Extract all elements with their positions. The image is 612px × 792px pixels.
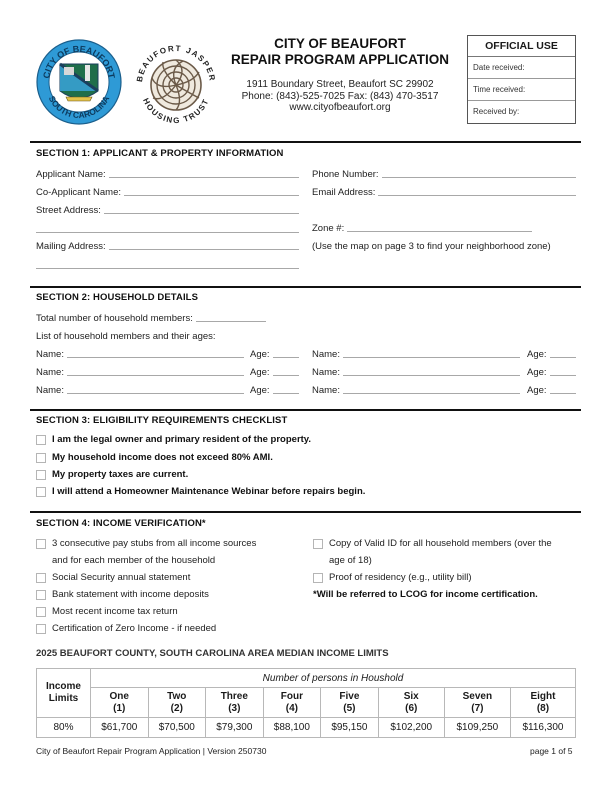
column-header (206, 688, 264, 718)
email-address-label: Email Address: (312, 187, 376, 198)
eligibility-item-label: I will attend a Homeowner Maintenance Webinar before repairs begin. (52, 486, 366, 497)
beaufort-jasper-housing-trust-logo (133, 40, 219, 126)
zone-label: Zone #: (312, 223, 345, 234)
mailing-address-input-line[interactable] (109, 249, 299, 250)
official-use-box (467, 35, 576, 124)
svg-text:HOUSING TRUST: HOUSING TRUST (141, 96, 211, 126)
checkbox[interactable] (36, 573, 46, 583)
table-cell: $95,150 (321, 718, 379, 738)
column-header (444, 688, 510, 718)
eligibility-item-label: I am the legal owner and primary resident of the property. (52, 434, 312, 445)
income-doc-label: Proof of residency (e.g., utility bill) (329, 572, 472, 583)
eligibility-item[interactable] (36, 452, 273, 463)
member-name-field[interactable] (36, 385, 244, 396)
member-name-input-line[interactable] (343, 375, 520, 376)
member-name-label: Name: (312, 367, 340, 378)
member-age-input-line[interactable] (550, 357, 576, 358)
email-address-input-line[interactable] (378, 195, 576, 196)
members-list-label: List of household members and their ages: (36, 331, 216, 342)
member-age-input-line[interactable] (550, 375, 576, 376)
eligibility-item[interactable] (36, 434, 311, 445)
section-divider (30, 511, 581, 513)
table-cell: $116,300 (510, 718, 575, 738)
column-num: (1) (113, 702, 126, 714)
column-num: (6) (405, 702, 418, 714)
column-header (510, 688, 575, 718)
section-divider (30, 141, 581, 143)
income-doc-label: Most recent income tax return (52, 606, 178, 617)
column-word: Eight (530, 690, 556, 702)
income-doc-item[interactable] (36, 589, 209, 600)
street-address-text: 1911 Boundary Street, Beaufort SC 29902 (246, 79, 434, 90)
column-num: (3) (228, 702, 241, 714)
member-name-field[interactable] (312, 349, 520, 360)
official-use-title: OFFICIAL USE (468, 36, 575, 57)
checkbox[interactable] (36, 590, 46, 600)
member-name-input-line[interactable] (343, 393, 520, 394)
checkbox[interactable] (36, 539, 46, 549)
phone-number-label: Phone Number: (312, 169, 379, 180)
section-divider (30, 286, 581, 288)
member-age-label: Age: (250, 367, 270, 378)
received-by-field[interactable]: Received by: (473, 107, 520, 116)
income-doc-item[interactable] (36, 538, 256, 549)
eligibility-item-label: My property taxes are current. (52, 469, 189, 480)
member-age-label: Age: (250, 349, 270, 360)
checkbox[interactable] (313, 573, 323, 583)
member-name-field[interactable] (312, 385, 520, 396)
member-name-label: Name: (36, 367, 64, 378)
income-doc-item[interactable] (313, 572, 472, 583)
income-doc-label: Certification of Zero Income - if needed (52, 623, 217, 634)
title-line-2: REPAIR PROGRAM APPLICATION (230, 52, 449, 67)
table-cell: $70,500 (148, 718, 206, 738)
income-header-line-1: Income (45, 681, 81, 692)
income-doc-label-cont: and for each member of the household (52, 555, 216, 566)
column-num: (2) (170, 702, 183, 714)
column-header (263, 688, 321, 718)
eligibility-item[interactable] (36, 469, 188, 480)
zone-field[interactable] (312, 223, 532, 234)
member-age-label: Age: (527, 385, 547, 396)
city-of-beaufort-seal (36, 39, 122, 125)
checkbox[interactable] (36, 624, 46, 634)
time-received-field[interactable]: Time received: (468, 79, 575, 101)
member-name-label: Name: (36, 349, 64, 360)
total-members-input-line[interactable] (196, 321, 266, 322)
section-1-title: SECTION 1: APPLICANT & PROPERTY INFORMATION (36, 148, 284, 159)
member-name-input-line[interactable] (343, 357, 520, 358)
member-name-input-line[interactable] (67, 375, 244, 376)
checkbox[interactable] (36, 487, 46, 497)
total-members-label: Total number of household members: (36, 313, 193, 324)
mailing-address-line-2[interactable] (36, 268, 299, 269)
member-name-field[interactable] (36, 349, 244, 360)
table-cell: $109,250 (444, 718, 510, 738)
table-row (37, 718, 576, 738)
member-age-field[interactable] (527, 385, 576, 396)
income-limits-table (36, 668, 576, 738)
mailing-address-field[interactable] (36, 241, 299, 252)
member-age-label: Age: (527, 367, 547, 378)
table-cell: $88,100 (263, 718, 321, 738)
table-cell: $102,200 (378, 718, 444, 738)
checkbox[interactable] (36, 435, 46, 445)
income-limits-title: 2025 BEAUFORT COUNTY, SOUTH CAROLINA AREA MEDIAN INCOME LIMITS (36, 648, 389, 659)
phone-number-input-line[interactable] (382, 177, 576, 178)
column-header (378, 688, 444, 718)
svg-text:CITY OF BEAUFORT: CITY OF BEAUFORT (41, 43, 117, 80)
member-name-label: Name: (312, 349, 340, 360)
column-word: Five (339, 690, 360, 702)
phone-number-field[interactable] (312, 169, 576, 180)
member-age-label: Age: (250, 385, 270, 396)
phone-fax-text: Phone: (843)-525-7025 Fax: (843) 470-3517 (241, 90, 439, 102)
column-header (91, 688, 149, 718)
persons-group-header: Number of persons in Houshold (91, 669, 576, 688)
column-word: Seven (462, 690, 493, 702)
member-name-field[interactable] (36, 367, 244, 378)
co-applicant-name-field[interactable] (36, 187, 299, 198)
member-age-input-line[interactable] (550, 393, 576, 394)
co-applicant-name-label: Co-Applicant Name: (36, 187, 122, 198)
checkbox[interactable] (36, 607, 46, 617)
member-age-field[interactable] (250, 349, 299, 360)
income-doc-label: Social Security annual statement (52, 572, 191, 583)
income-doc-item[interactable] (36, 623, 216, 634)
member-age-input-line[interactable] (273, 393, 299, 394)
column-num: (4) (285, 702, 298, 714)
email-address-field[interactable] (312, 187, 576, 198)
applicant-name-input-line[interactable] (109, 177, 299, 178)
member-age-field[interactable] (527, 367, 576, 378)
checkbox[interactable] (36, 470, 46, 480)
income-doc-item[interactable] (36, 606, 178, 617)
column-num: (7) (471, 702, 484, 714)
checkbox[interactable] (313, 539, 323, 549)
column-word: Two (167, 690, 187, 702)
applicant-name-field[interactable] (36, 169, 299, 180)
street-address-input-line[interactable] (104, 213, 299, 214)
column-word: One (109, 690, 129, 702)
section-divider (30, 409, 581, 411)
zone-input-line[interactable] (347, 231, 532, 232)
website-link[interactable]: www.cityofbeaufort.org (289, 102, 391, 113)
mailing-address-label: Mailing Address: (36, 241, 106, 252)
column-word: Three (220, 690, 248, 702)
applicant-name-label: Applicant Name: (36, 169, 106, 180)
co-applicant-name-input-line[interactable] (124, 195, 299, 196)
eligibility-item[interactable] (36, 486, 365, 497)
row-label: 80% (37, 718, 91, 738)
member-name-field[interactable] (312, 367, 520, 378)
income-limits-header (37, 669, 91, 718)
member-age-input-line[interactable] (273, 375, 299, 376)
date-received-field[interactable]: Date received: (468, 57, 575, 79)
checkbox[interactable] (36, 453, 46, 463)
table-cell: $79,300 (206, 718, 264, 738)
column-word: Four (280, 690, 303, 702)
table-cell: $61,700 (91, 718, 149, 738)
svg-text:SOUTH CAROLINA: SOUTH CAROLINA (46, 94, 112, 121)
street-address-field[interactable] (36, 205, 299, 216)
column-header (321, 688, 379, 718)
section-3-title: SECTION 3: ELIGIBILITY REQUIREMENTS CHECKLIST (36, 415, 288, 426)
column-word: Six (403, 690, 419, 702)
footer-version: City of Beaufort Repair Program Application | Version 250730 (36, 746, 267, 756)
title-line-1: CITY OF BEAUFORT (274, 36, 406, 51)
total-members-field[interactable] (36, 313, 266, 324)
member-age-field[interactable] (250, 385, 299, 396)
member-age-label: Age: (527, 349, 547, 360)
income-doc-label-cont: age of 18) (329, 555, 372, 566)
lcog-referral-note: *Will be referred to LCOG for income certification. (313, 589, 538, 600)
member-name-label: Name: (36, 385, 64, 396)
income-doc-item[interactable] (36, 572, 190, 583)
member-age-field[interactable] (527, 349, 576, 360)
eligibility-item-label: My household income does not exceed 80% AMI. (52, 452, 273, 463)
zone-note: (Use the map on page 3 to find your neighborhood zone) (312, 241, 551, 252)
member-name-input-line[interactable] (67, 393, 244, 394)
page-title (230, 36, 450, 68)
column-header (148, 688, 206, 718)
income-doc-label: Bank statement with income deposits (52, 589, 209, 600)
contact-info (230, 79, 450, 114)
member-name-label: Name: (312, 385, 340, 396)
street-address-line-2[interactable] (36, 232, 299, 233)
section-4-title: SECTION 4: INCOME VERIFICATION* (36, 518, 206, 529)
footer-page-number: page 1 of 5 (530, 746, 573, 756)
svg-text:BEAUFORT JASPER: BEAUFORT JASPER (135, 43, 217, 83)
income-doc-item[interactable] (313, 538, 552, 549)
column-num: (8) (536, 702, 550, 714)
column-num: (5) (343, 702, 356, 714)
income-doc-label: 3 consecutive pay stubs from all income sources (52, 538, 257, 549)
member-name-input-line[interactable] (67, 357, 244, 358)
section-2-title: SECTION 2: HOUSEHOLD DETAILS (36, 292, 199, 303)
income-header-line-2: Limits (48, 693, 79, 704)
member-age-field[interactable] (250, 367, 299, 378)
street-address-label: Street Address: (36, 205, 101, 216)
member-age-input-line[interactable] (273, 357, 299, 358)
income-doc-label: Copy of Valid ID for all household members (over the (329, 538, 552, 549)
